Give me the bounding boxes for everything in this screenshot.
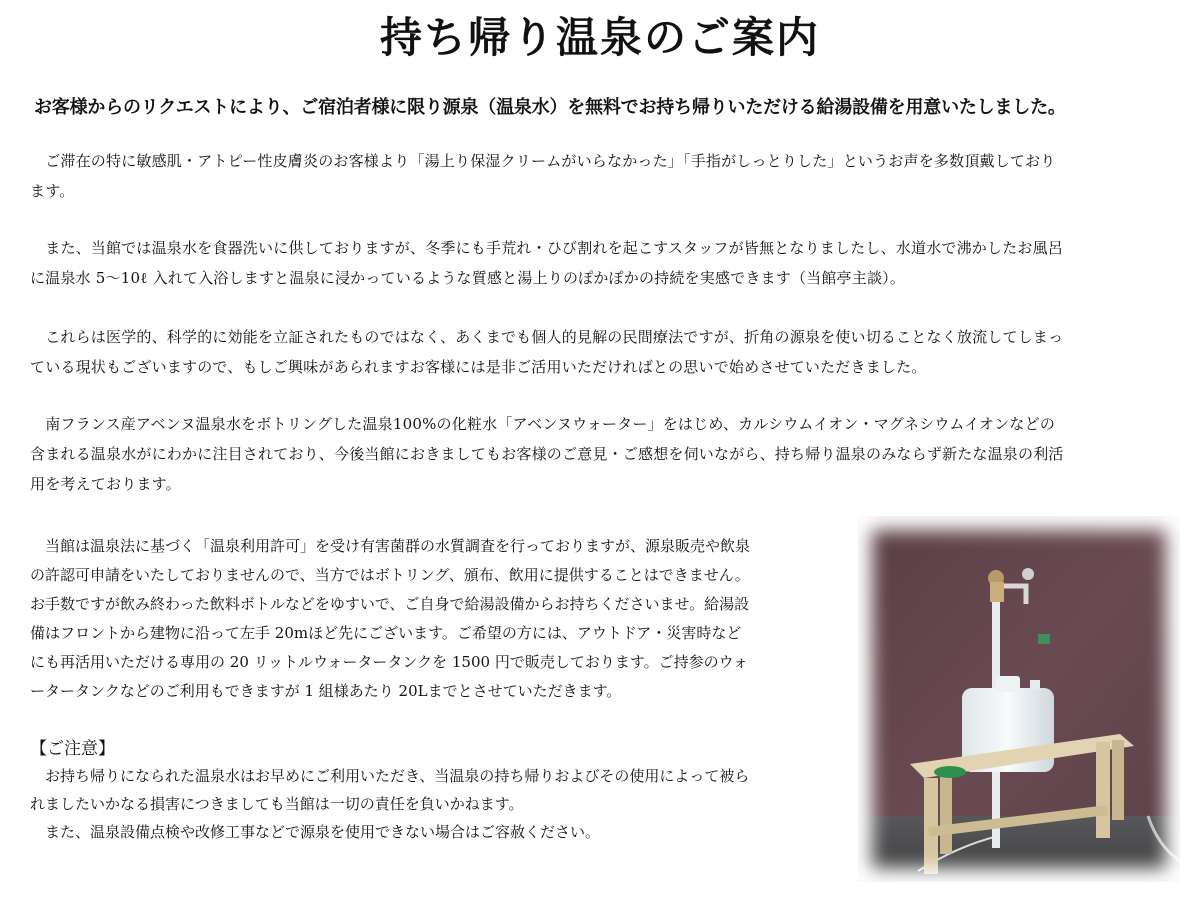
page-title: 持ち帰り温泉のご案内 — [379, 13, 820, 62]
notice-heading: 【ご注意】 — [30, 739, 115, 759]
paragraph-line: 備はフロントから建物に沿って左手 20mほど先にございます。ご希望の方には、アウトドア・災害時など — [30, 624, 742, 642]
paragraph-line: ータータンクなどのご利用もできますが 1 組様あたり 20Lまでとさせていただきます。 — [30, 682, 622, 700]
paragraph-avene-water — [30, 409, 1165, 499]
paragraph-line: お手数ですが飲み終わった飲料ボトルなどをゆすいで、ご自身で給湯設備からお持ちくださいませ。給湯設 — [30, 595, 750, 613]
notice-line: また、温泉設備点検や改修工事などで源泉を使用できない場合はご容赦ください。 — [30, 823, 601, 841]
paragraph-usage-rules — [30, 532, 835, 706]
tap-and-bench-illustration — [858, 516, 1180, 882]
paragraph-line: ご滞在の特に敏感肌・アトピー性皮膚炎のお客様より「湯上り保湿クリームがいらなかった」「手指がしっとりした」というお声を多数頂戴しており — [30, 152, 1056, 170]
hot-spring-tap-photo — [858, 516, 1180, 882]
green-bowl — [934, 766, 966, 778]
paragraph-sensitive-skin — [30, 146, 1165, 206]
paragraph-line: の許認可申請をいたしておりませんので、当方ではボトリング、頒布、飲用に提供することはできません。 — [30, 566, 750, 584]
notice-line: れましたいかなる損害につきましても当館は一切の責任を負いかねます。 — [30, 795, 524, 813]
paragraph-line: ます。 — [30, 182, 75, 200]
tap-valve — [1038, 634, 1050, 644]
paragraph-line: 南フランス産アベンヌ温泉水をボトリングした温泉100%の化粧水「アベンヌウォーター」をはじめ、カルシウムイオン・マグネシウムイオンなどの — [30, 415, 1056, 433]
paragraph-line: に温泉水 5〜10ℓ 入れて入浴しますと温泉に浸かっているような質感と湯上りのぽかぽかの持続を実感できます（当館亭主談）。 — [30, 269, 906, 287]
paragraph-line: 含まれる温泉水がにわかに注目されており、今後当館におきましてもお客様のご意見・ご感想を伺いながら、持ち帰り温泉のみならず新たな温泉の利活 — [30, 445, 1064, 463]
notice-line: お持ち帰りになられた温泉水はお早めにご利用いただき、当温泉の持ち帰りおよびその使用によって被ら — [30, 767, 750, 785]
paragraph-line: ている現状もございますので、もしご興味があられますお客様には是非ご活用いただければとの思いで始めさせていただきました。 — [30, 358, 927, 376]
paragraph-line: 用を考えております。 — [30, 475, 181, 493]
notice-text — [30, 762, 840, 846]
paragraph-disclaimer-folk-remedy — [30, 322, 1165, 382]
paragraph-line: また、当館では温泉水を食器洗いに供しておりますが、冬季にも手荒れ・ひび割れを起こすスタッフが皆無となりましたし、水道水で沸かしたお風呂 — [30, 239, 1064, 257]
paragraph-dishwashing — [30, 233, 1165, 293]
paragraph-line: これらは医学的、科学的に効能を立証されたものではなく、あくまでも個人的見解の民間療法ですが、折角の源泉を使い切ることなく放流してしまっ — [30, 328, 1064, 346]
paragraph-line: にも再活用いただける専用の 20 リットルウォータータンクを 1500 円で販売しております。ご持参のウォ — [30, 653, 749, 671]
lead-text: お客様からのリクエストにより、ご宿泊者様に限り源泉（温泉水）を無料でお持ち帰りいただける給湯設備を用意いたしました。 — [34, 97, 1066, 118]
paragraph-line: 当館は温泉法に基づく「温泉利用許可」を受け有害菌群の水質調査を行っておりますが、源泉販売や飲泉 — [30, 537, 751, 555]
